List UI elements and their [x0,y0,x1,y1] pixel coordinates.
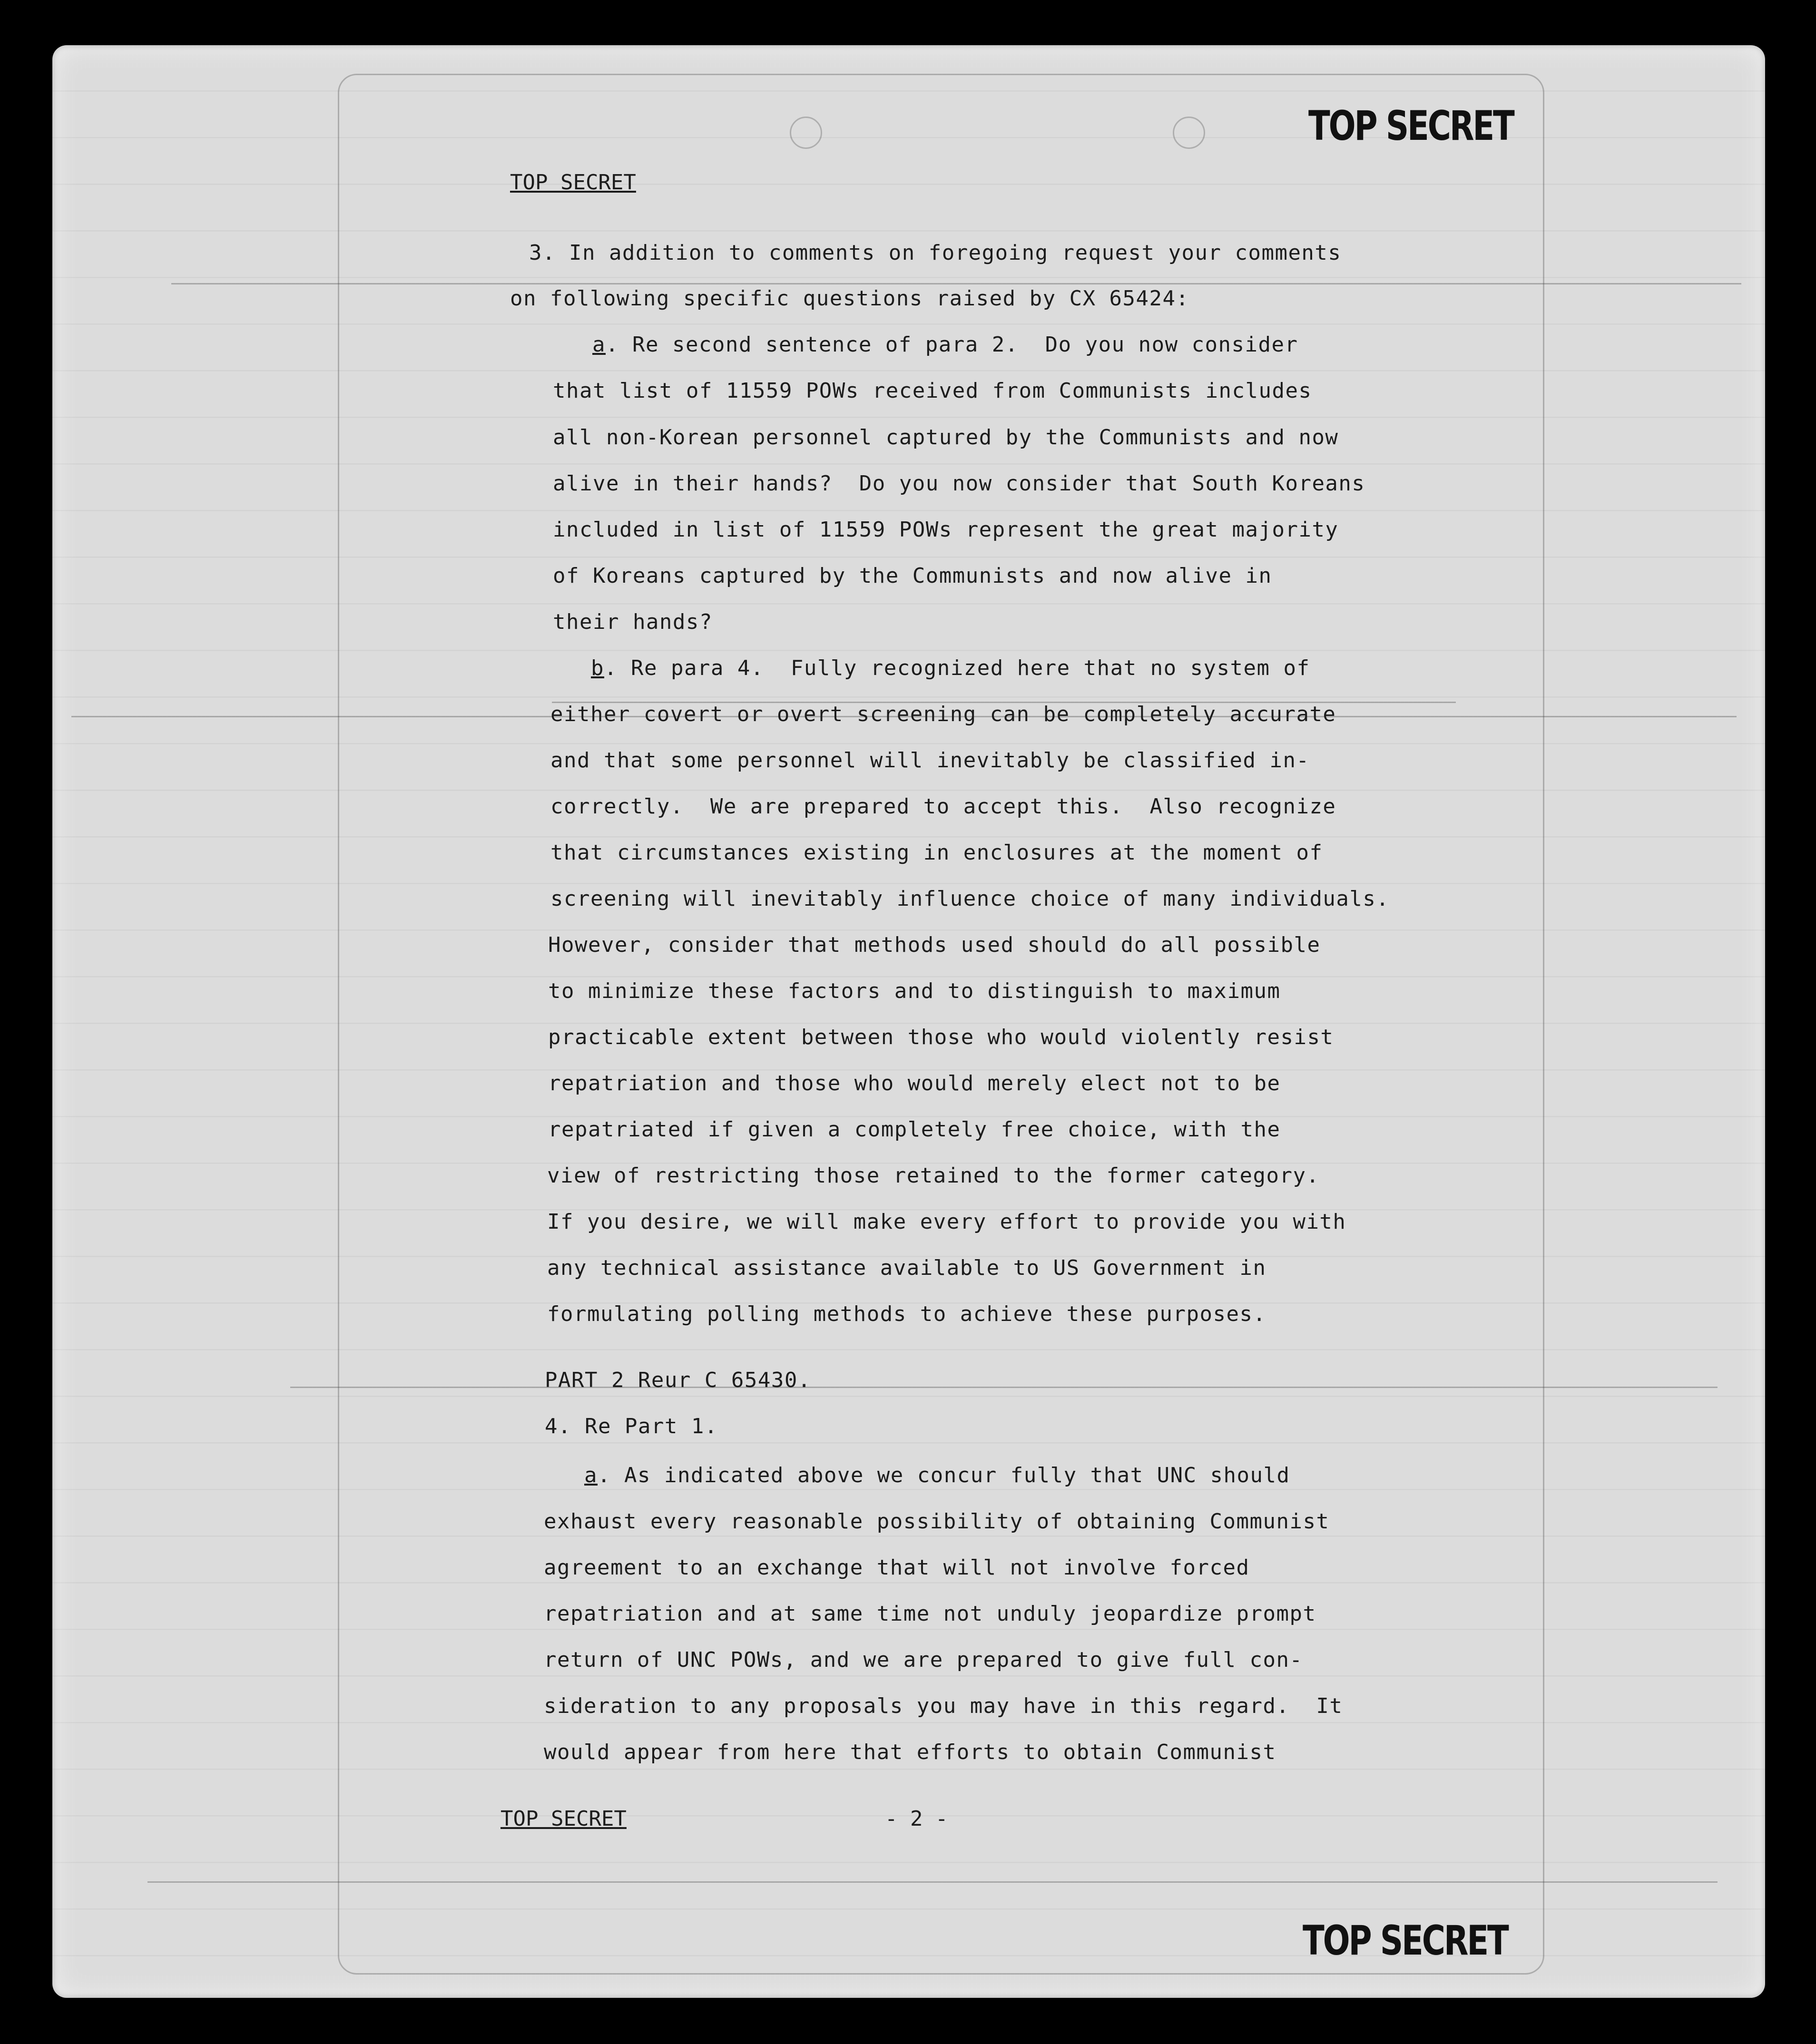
header-classification: TOP SECRET [510,170,636,195]
body-line: either covert or overt screening can be completely accurate [550,702,1336,726]
body-line: formulating polling methods to achieve these purposes. [547,1302,1266,1326]
body-line: 3. In addition to comments on foregoing request your comments [529,241,1342,265]
body-line: that list of 11559 POWs received from Communists includes [553,379,1312,403]
body-line: b. Re para 4. Fully recognized here that no system of [591,656,1310,680]
body-line: correctly. We are prepared to accept this. Also recognize [550,794,1336,819]
body-line: However, consider that methods used should do all possible [548,933,1321,957]
body-line: a. As indicated above we concur fully that UNC should [584,1463,1290,1487]
top-secret-stamp-bottom: TOP SECRET [1303,1917,1508,1965]
body-line: repatriation and at same time not unduly jeopardize prompt [544,1602,1316,1626]
body-line: and that some personnel will inevitably be classified in- [550,748,1310,773]
body-line: 4. Re Part 1. [545,1414,718,1438]
subparagraph-letter: b [591,656,604,680]
body-line: a. Re second sentence of para 2. Do you now consider [592,333,1298,357]
body-line: screening will inevitably influence choice of many individuals. [550,887,1390,911]
body-line: agreement to an exchange that will not involve forced [544,1555,1250,1580]
body-line: practicable extent between those who would violently resist [548,1025,1334,1049]
body-line: any technical assistance available to US Government in [547,1256,1266,1280]
body-line: to minimize these factors and to distinguish to maximum [548,979,1281,1003]
body-line: exhaust every reasonable possibility of obtaining Communist [544,1509,1330,1534]
body-line: If you desire, we will make every effort to provide you with [547,1210,1346,1234]
body-line: sideration to any proposals you may have in this regard. It [544,1694,1343,1718]
part-heading: PART 2 Reur C 65430. [545,1368,811,1392]
subparagraph-letter: a [584,1463,598,1487]
body-line: repatriation and those who would merely elect not to be [548,1071,1281,1095]
footer-classification: TOP SECRET [501,1807,627,1831]
subparagraph-letter: a [592,333,606,357]
body-line: return of UNC POWs, and we are prepared to give full con- [544,1648,1303,1672]
body-line: that circumstances existing in enclosures at the moment of [550,841,1323,865]
top-secret-stamp-top: TOP SECRET [1308,102,1513,150]
body-line: of Koreans captured by the Communists and now alive in [553,564,1272,588]
body-line: would appear from here that efforts to obtain Communist [544,1740,1276,1764]
body-line: on following specific questions raised by CX 65424: [510,286,1189,311]
page-number: - 2 - [885,1807,948,1831]
body-line: view of restricting those retained to the former category. [547,1164,1320,1188]
body-line: included in list of 11559 POWs represent the great majority [553,518,1339,542]
body-line: alive in their hands? Do you now consider that South Koreans [553,471,1365,496]
body-line: all non-Korean personnel captured by the Communists and now [553,425,1339,450]
body-line: their hands? [553,610,713,634]
body-line: repatriated if given a completely free choice, with the [548,1117,1281,1142]
